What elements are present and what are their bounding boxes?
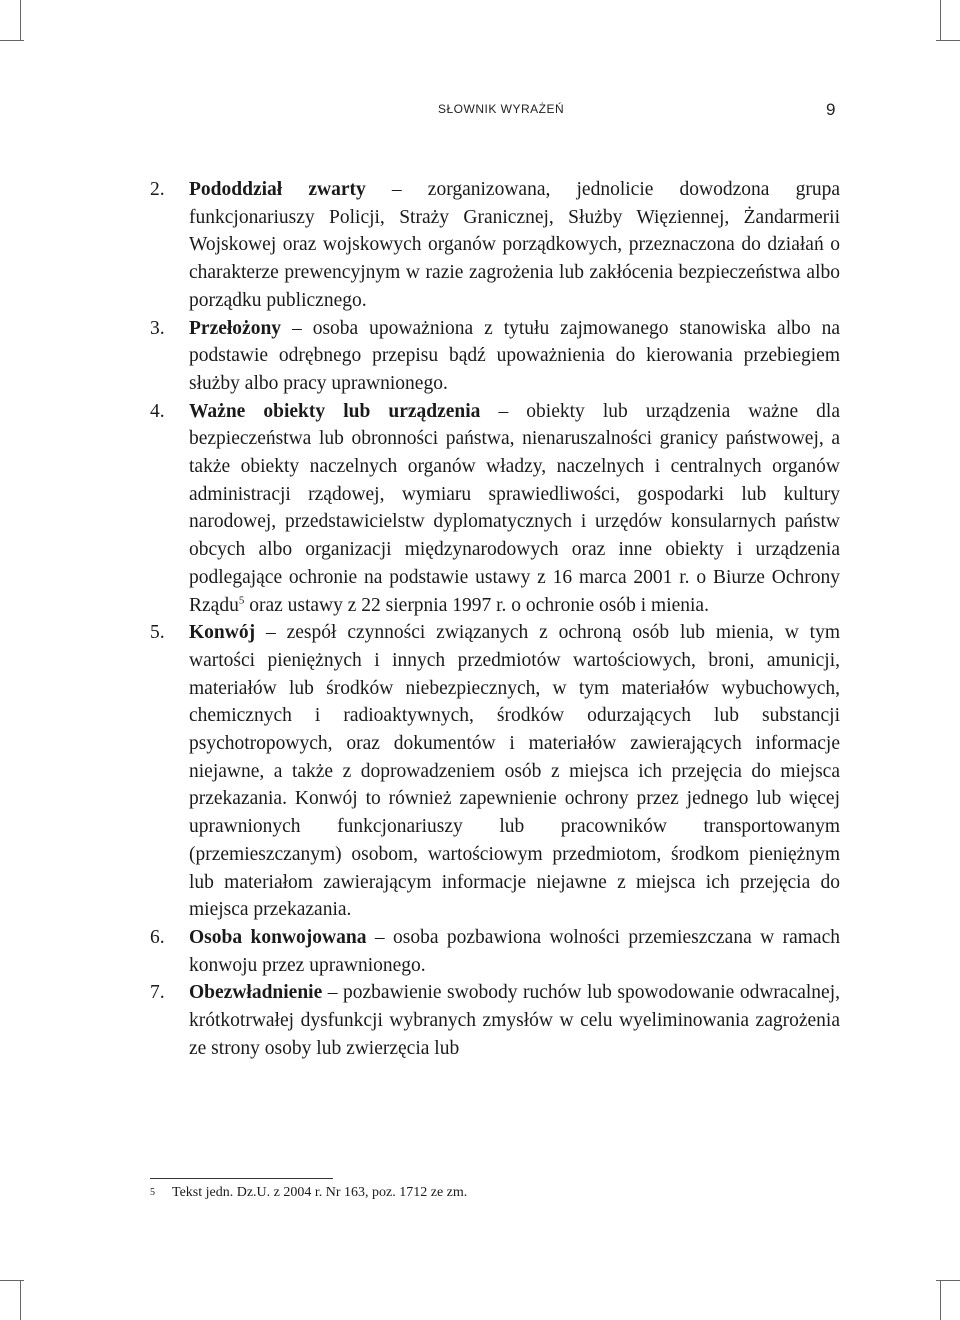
entry-definition: – osoba upoważniona z tytułu zajmowanego stanowiska albo na podstawie odrębnego przepisu bądź upoważnienia do kierowania przebiegiem służby albo pracy uprawnionego. (189, 317, 840, 394)
entry-body (189, 176, 840, 315)
entry-body (189, 619, 840, 924)
entry-term: Ważne obiekty lub urządzenia (189, 400, 481, 422)
crop-mark-bottom-left-v (20, 1280, 21, 1320)
entry-body (189, 979, 840, 1062)
entry-body (189, 924, 840, 979)
crop-mark-top-left-v (20, 0, 21, 40)
entry-term: Pododdział zwarty (189, 179, 366, 200)
entry-number: 5. (150, 622, 165, 644)
entry-number: 7. (150, 982, 165, 1004)
entry-term: Przełożony (189, 317, 282, 339)
entry-term: Obezwładnienie (189, 982, 323, 1004)
footnote (150, 1184, 467, 1202)
entry-definition: – zorganizowana, jednolicie dowodzona grupa funkcjonariuszy Policji, Straży Granicznej, Służby Więziennej, Żandarmerii Wojskowej oraz wojskowych organów porządkowych, przeznaczona do działań o charakterze prewencyjnym w razie zagrożenia lub zakłócenia bezpieczeństwa albo porządku publicznego. (189, 179, 840, 311)
running-title: SŁOWNIK WYRAŻEŃ (438, 102, 565, 116)
entry-number: 4. (150, 400, 165, 422)
glossary-list (150, 176, 840, 1063)
entry-definition: – osoba pozbawiona wolności przemieszczana w ramach konwoju przez uprawnionego. (189, 926, 840, 976)
footnote-text: Tekst jedn. Dz.U. z 2004 r. Nr 163, poz. 1712 ze zm. (172, 1185, 468, 1200)
entry-body (189, 315, 840, 398)
footnote-separator (150, 1178, 333, 1179)
footnote-mark: 5 (150, 1187, 155, 1198)
entry-definition-continued: oraz ustawy z 22 sierpnia 1997 r. o ochronie osób i mienia. (244, 594, 709, 616)
glossary-entry (150, 398, 840, 620)
entry-number: 3. (150, 317, 165, 339)
glossary-entry (150, 924, 840, 979)
glossary-entry (150, 315, 840, 398)
crop-mark-top-right-v (940, 0, 941, 40)
entry-number: 2. (150, 179, 165, 200)
crop-mark-top-left-h (0, 40, 24, 41)
entry-term: Osoba konwojowana (189, 926, 367, 948)
crop-mark-bottom-right-v (940, 1280, 941, 1320)
glossary-entry (150, 176, 840, 315)
glossary-entry (150, 979, 840, 1062)
crop-mark-top-right-h (936, 40, 960, 41)
footnote-reference: 5 (238, 594, 245, 607)
page-header (0, 100, 960, 124)
glossary-entry (150, 619, 840, 924)
entry-body (189, 398, 840, 620)
entry-definition: – zespół czynności związanych z ochroną osób lub mienia, w tym wartości pieniężnych i innych przedmiotów wartościowych, broni, amunicji, materiałów lub środków niebezpiecznych, w tym materiałów wybuchowych, chemicznych i radioaktywnych, środków odurzających lub substancji psychotropowych, oraz dokumentów i materiałów zawierających informacje niejawne, a także z doprowadzeniem osób z miejsca ich przejęcia do miejsca przekazania. Konwój to również zapewnienie ochrony przez jednego lub więcej uprawnionych funkcjonariuszy lub pracowników transportowanym (przemieszczanym) osobom, wartościowym przedmiotom, środkom pieniężnym lub materiałom zawierającym informacje niejawne z miejsca ich przejęcia do miejsca przekazania. (189, 622, 840, 921)
entry-number: 6. (150, 926, 165, 948)
crop-mark-bottom-right-h (936, 1280, 960, 1281)
entry-definition: – obiekty lub urządzenia ważne dla bezpieczeństwa lub obronności państwa, nienaruszalności granicy państwowej, a także obiekty naczelnych organów władzy, naczelnych i centralnych organów administracji rządowej, wymiaru sprawiedliwości, gospodarki lub kultury narodowej, przedstawicielstw dyplomatycznych i urzędów konsularnych państw obcych albo organizacji międzynarodowych oraz inne obiekty i urządzenia podlegające ochronie na podstawie ustawy z 16 marca 2001 r. o Biurze Ochrony Rządu (189, 400, 840, 616)
page-number: 9 (826, 100, 836, 119)
entry-term: Konwój (189, 622, 256, 644)
entry-definition: – pozbawienie swobody ruchów lub spowodowanie odwracalnej, krótkotrwałej dysfunkcji wybranych zmysłów w celu wyeliminowania zagrożenia ze strony osoby lub zwierzęcia lub (189, 982, 840, 1059)
crop-mark-bottom-left-h (0, 1280, 24, 1281)
